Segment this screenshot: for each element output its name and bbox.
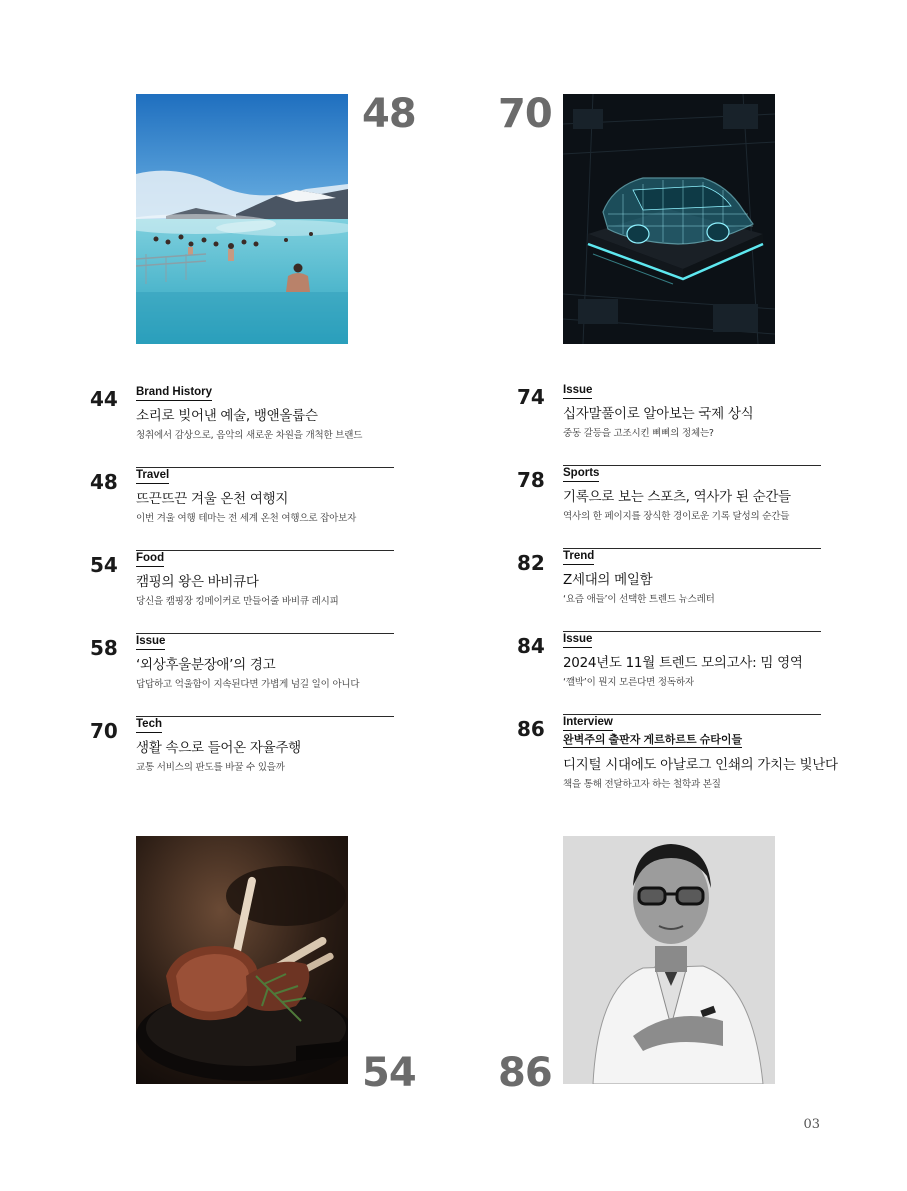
toc-entry[interactable] xyxy=(517,549,821,632)
toc-entry[interactable] xyxy=(90,717,394,799)
toc-page-number: 82 xyxy=(517,551,545,575)
toc-page-number: 70 xyxy=(90,719,118,743)
autonomous-car-photo xyxy=(563,94,775,344)
toc-title: 생활 속으로 들어온 자율주행 xyxy=(136,740,301,756)
toc-description: ‘깰박’이 뭔지 모른다면 정독하자 xyxy=(563,677,694,688)
toc-description: 역사의 한 페이지를 장식한 경이로운 기록 달성의 순간들 xyxy=(563,511,790,522)
toc-page-number: 48 xyxy=(90,470,118,494)
toc-title: 소리로 빚어낸 예술, 뱅앤올룹슨 xyxy=(136,408,318,424)
toc-title: 십자말풀이로 알아보는 국제 상식 xyxy=(563,406,754,422)
toc-description: 중동 갈등을 고조시킨 삐삐의 정체는? xyxy=(563,428,714,439)
toc-category: Issue xyxy=(563,632,592,648)
toc-page-number: 86 xyxy=(517,717,545,741)
toc-entry[interactable] xyxy=(90,385,394,468)
toc-title: 캠핑의 왕은 바비큐다 xyxy=(136,574,259,590)
toc-subtitle: 완벽주의 출판자 게르하르트 슈타이들 xyxy=(563,734,743,746)
toc-description: 이번 겨울 여행 테마는 전 세계 온천 여행으로 잡아보자 xyxy=(136,513,357,524)
feature-number-top-left: 48 xyxy=(362,91,416,137)
feature-number-bottom-right: 86 xyxy=(498,1050,552,1096)
toc-category: Food xyxy=(136,551,164,567)
bbq-lamb-photo xyxy=(136,836,348,1084)
toc-page-number: 54 xyxy=(90,553,118,577)
feature-number-top-right: 70 xyxy=(498,91,552,137)
toc-page-number: 78 xyxy=(517,468,545,492)
toc-title: ‘외상후울분장애’의 경고 xyxy=(136,657,276,673)
toc-category: Trend xyxy=(563,549,594,565)
toc-page-number: 84 xyxy=(517,634,545,658)
toc-entry[interactable] xyxy=(90,634,394,717)
toc-page-number: 44 xyxy=(90,387,118,411)
page-number: 03 xyxy=(803,1117,820,1132)
toc-title: 뜨끈뜨끈 겨울 온천 여행지 xyxy=(136,491,289,507)
toc-description: 답답하고 억울함이 지속된다면 가볍게 넘길 일이 아니다 xyxy=(136,679,360,690)
toc-description: 책을 통해 전달하고자 하는 철학과 본질 xyxy=(563,779,721,790)
toc-description: 교통 서비스의 판도를 바꿀 수 있을까 xyxy=(136,762,285,773)
toc-entry[interactable] xyxy=(90,468,394,551)
toc-entry[interactable] xyxy=(517,383,821,466)
toc-description: 청취에서 감상으로, 음악의 새로운 차원을 개척한 브랜드 xyxy=(136,430,363,441)
toc-title: 디지털 시대에도 아날로그 인쇄의 가치는 빛난다 xyxy=(563,757,838,773)
hot-spring-photo xyxy=(136,94,348,344)
toc-entry[interactable] xyxy=(517,632,821,715)
toc-category: Tech xyxy=(136,717,162,733)
feature-number-bottom-left: 54 xyxy=(362,1050,416,1096)
steidl-portrait-photo xyxy=(563,836,775,1084)
toc-title: 2024년도 11월 트렌드 모의고사: 밈 영역 xyxy=(563,655,803,671)
toc-page-number: 58 xyxy=(90,636,118,660)
toc-entry[interactable] xyxy=(90,551,394,634)
toc-description: ‘요즘 애들’이 선택한 트렌드 뉴스레터 xyxy=(563,594,715,605)
toc-category: Issue xyxy=(563,383,592,399)
toc-entry[interactable] xyxy=(517,715,838,797)
toc-title: Z세대의 메일함 xyxy=(563,572,653,588)
toc-description: 당신을 캠핑장 킹메이커로 만들어줄 바비큐 레시피 xyxy=(136,596,339,607)
toc-category: Sports xyxy=(563,466,599,482)
toc-category: Brand History xyxy=(136,385,212,401)
toc-page-number: 74 xyxy=(517,385,545,409)
toc-category: Travel xyxy=(136,468,169,484)
toc-category: Issue xyxy=(136,634,165,650)
toc-category: Interview xyxy=(563,715,613,731)
toc-title: 기록으로 보는 스포츠, 역사가 된 순간들 xyxy=(563,489,791,505)
toc-entry[interactable] xyxy=(517,466,821,549)
